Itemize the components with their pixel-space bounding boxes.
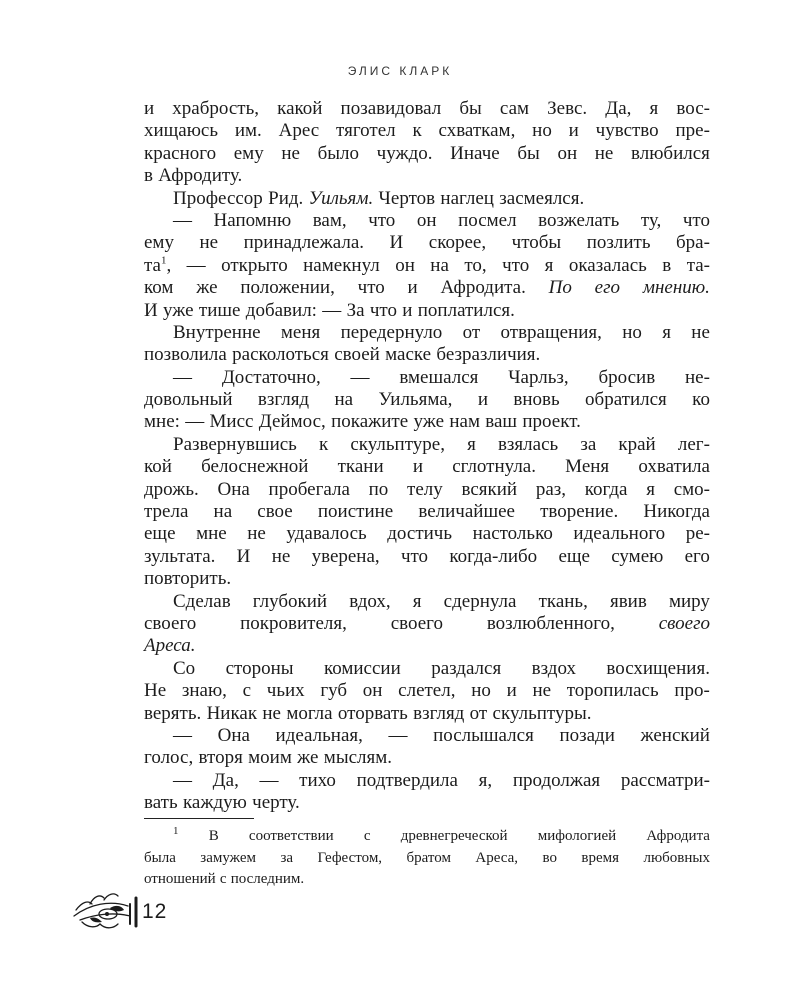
word: на [430, 254, 449, 276]
word: проект. [522, 411, 581, 433]
word: за [280, 849, 294, 866]
text-line [144, 792, 710, 814]
word: Рид. [268, 187, 304, 209]
text-line [144, 770, 710, 792]
word: возлюбленного, [486, 612, 615, 634]
word: Да, [212, 769, 239, 791]
word: отношений [144, 871, 216, 888]
word: лег- [677, 433, 710, 455]
word: не [281, 142, 300, 164]
word: расколоться [232, 344, 329, 366]
word: что [400, 545, 429, 567]
word: в [662, 254, 672, 276]
word: я [662, 321, 671, 343]
word: комиссии [323, 657, 401, 679]
word: открыто [221, 254, 288, 276]
word: восхищения. [606, 657, 710, 679]
text-line [144, 411, 710, 433]
text-line [144, 120, 710, 142]
word: сам [499, 98, 530, 119]
word: пре- [675, 120, 710, 142]
text-line [144, 568, 710, 590]
word: величайшее [418, 501, 515, 523]
word: тяготел [336, 120, 396, 142]
text-line [144, 165, 710, 187]
word: слетел, [398, 680, 456, 702]
word: была [144, 849, 176, 866]
text-line [144, 98, 710, 120]
word: сдернула [443, 590, 517, 612]
word: Профессор [173, 187, 263, 209]
word: скульптуре, [350, 433, 445, 455]
word: бы [517, 142, 540, 164]
text-line [144, 300, 710, 322]
word: своего [390, 612, 443, 634]
word: повторить. [144, 568, 232, 590]
word: храбрость, [172, 98, 260, 119]
text-line [144, 232, 710, 254]
word: позавидовал [340, 98, 442, 119]
word: что [502, 254, 530, 276]
word: смо- [673, 478, 710, 500]
word: когда [584, 478, 628, 500]
word: край [618, 433, 656, 455]
italic-word: Уильям. [308, 187, 374, 209]
word: бы [459, 98, 482, 119]
word: вновь [513, 389, 560, 411]
word: от [469, 702, 488, 724]
word: не [199, 232, 219, 254]
word: же [196, 277, 218, 299]
text-line [144, 210, 710, 232]
word: ему [144, 232, 174, 254]
word: с [363, 828, 371, 844]
word: тише [198, 299, 241, 321]
word: любовных [643, 849, 710, 866]
word: схваткам, [438, 120, 516, 142]
word: губ [320, 680, 348, 702]
word: Деймос, [258, 411, 326, 433]
word: я [544, 254, 554, 276]
word: своего [144, 612, 197, 634]
word: — [173, 724, 192, 746]
word: бросив [598, 366, 656, 388]
word: положении, [240, 277, 335, 299]
word: принадлежала. [243, 232, 365, 254]
word: ко [692, 389, 710, 411]
word: соответствии [248, 828, 334, 844]
word: ту, [640, 209, 662, 231]
word: взгляд [257, 389, 310, 411]
word: Напомню [213, 209, 292, 231]
word: позади [559, 724, 615, 746]
word: но [532, 120, 552, 142]
word: голос, [144, 747, 194, 769]
word: послышался [433, 724, 534, 746]
word: его [684, 545, 710, 567]
word: могла [286, 702, 333, 724]
word: засмеялся. [499, 187, 585, 209]
word: кой [144, 456, 172, 478]
word: Да, [605, 98, 632, 119]
word: было [317, 142, 360, 164]
word: что [369, 299, 397, 321]
word: на [334, 389, 354, 411]
footnote [144, 826, 710, 891]
text-line [144, 591, 710, 613]
word: дрожь. [144, 478, 199, 500]
word: ткани [337, 456, 384, 478]
word: не [262, 702, 281, 724]
word: влюбился [631, 142, 710, 164]
italic-word: По [548, 277, 572, 299]
word: какой [277, 98, 323, 119]
word: отвращения, [500, 321, 602, 343]
word: Афродиту. [158, 165, 243, 187]
word: продолжая [512, 769, 601, 791]
word: он [362, 680, 383, 702]
word: Иначе [450, 142, 500, 164]
word: он [395, 254, 415, 276]
word: но [622, 321, 642, 343]
word: В [208, 828, 219, 844]
word: Мисс [209, 411, 254, 433]
word: и [407, 277, 418, 299]
text-line [144, 680, 710, 702]
word: идеальная, [275, 724, 363, 746]
word: каждую [182, 792, 247, 814]
word: скульптуры. [492, 702, 592, 724]
word: вос- [676, 98, 710, 119]
word: мне: [144, 411, 180, 433]
text-line [144, 434, 710, 456]
word: удавалось [286, 523, 367, 545]
word: мифологией [537, 828, 617, 844]
word: он [416, 209, 437, 231]
word: от [462, 321, 481, 343]
word: к [412, 120, 422, 142]
word: я [412, 590, 422, 612]
word: добавил: [245, 299, 317, 321]
word: вздох [531, 657, 576, 679]
word: настолько [472, 523, 553, 545]
word: еще [558, 545, 590, 567]
word: моим [248, 747, 292, 769]
word: Она [217, 724, 250, 746]
word: знаю, [181, 680, 227, 702]
word: за [580, 433, 597, 455]
word: ваш [485, 411, 518, 433]
word: оторвать [337, 702, 408, 724]
word: к [318, 433, 329, 455]
word: покажите [331, 411, 409, 433]
word: поистине [317, 501, 394, 523]
main-text [144, 98, 710, 815]
footnote-marker: 1 [173, 825, 179, 837]
word: безразличия. [436, 344, 541, 366]
word: Афродита. [440, 277, 526, 299]
word: раз, [535, 478, 567, 500]
word: еще [144, 523, 176, 545]
word: верять. [144, 702, 202, 724]
word: во [542, 849, 557, 866]
word: Чарльз, [508, 366, 569, 388]
text-line [144, 456, 710, 478]
word: — [259, 769, 279, 791]
word: уже [163, 299, 194, 321]
word: раздался [431, 657, 502, 679]
word: передернуло [340, 321, 443, 343]
word: скорее, [428, 232, 487, 254]
word: пробегала [268, 478, 350, 500]
word: творение. [540, 501, 619, 523]
text-line [144, 848, 710, 870]
word: я [646, 478, 655, 500]
word: меня [280, 321, 321, 343]
footnote-divider [144, 818, 254, 819]
word: взгляд [413, 702, 465, 724]
word: бра- [676, 232, 710, 254]
word: Гефестом, [317, 849, 383, 866]
word: — [350, 366, 370, 388]
word: — [173, 209, 192, 231]
text-line [144, 277, 710, 299]
running-header: ЭЛИС КЛАРК [347, 64, 453, 78]
word: хищаюсь [144, 120, 219, 142]
word: ткань, [538, 590, 588, 612]
word: я, [478, 769, 493, 791]
word: ему [233, 142, 264, 164]
word: глубокий [252, 590, 328, 612]
word: не [691, 321, 710, 343]
word: древнегреческой [400, 828, 508, 844]
word: не [271, 545, 291, 567]
text-line [144, 635, 710, 657]
word: И [144, 299, 158, 321]
word: обратился [585, 389, 667, 411]
word: с [242, 680, 252, 702]
word: Со [173, 657, 196, 679]
text-line [144, 188, 710, 210]
word: мне [196, 523, 227, 545]
word: нам [449, 411, 480, 433]
word: Никак [206, 702, 258, 724]
word: покровителя, [240, 612, 347, 634]
word: что [682, 209, 710, 231]
word: ком [144, 277, 174, 299]
word: чьих [266, 680, 305, 702]
text-line [144, 523, 710, 545]
word: Развернувшись [173, 433, 297, 455]
word: ре- [685, 523, 710, 545]
word: Ареса, [475, 849, 519, 866]
word: им. [234, 120, 262, 142]
italic-word: его [594, 277, 621, 299]
word: позволила [144, 344, 227, 366]
word: вдох, [349, 590, 391, 612]
word: — [173, 366, 192, 388]
word: то, [464, 254, 487, 276]
word: достичь [387, 523, 453, 545]
word: И [389, 232, 404, 254]
text-line [144, 255, 710, 277]
word: Чертов [378, 187, 436, 209]
word: трела [144, 501, 189, 523]
text-line [144, 143, 710, 165]
word: вать [144, 792, 178, 814]
word: поплатился. [417, 299, 515, 321]
word: не [594, 142, 614, 164]
word: и [506, 680, 517, 702]
word: я [467, 433, 476, 455]
word: чуждо. [376, 142, 433, 164]
text-line [144, 367, 710, 389]
word: и [402, 299, 413, 321]
word: братом [406, 849, 451, 866]
text-line [144, 613, 710, 635]
word: охватила [638, 456, 710, 478]
word: подтвердила [356, 769, 458, 791]
text-line [144, 725, 710, 747]
word: время [581, 849, 620, 866]
word: Никогда [643, 501, 710, 523]
word: на [213, 501, 233, 523]
text-line [144, 389, 710, 411]
word: — [186, 254, 206, 276]
word: Не [144, 680, 167, 702]
text-line [144, 747, 710, 769]
word: телу [407, 478, 443, 500]
word: Меня [565, 456, 610, 478]
word: Арес [278, 120, 320, 142]
word: с [219, 871, 227, 888]
word: маске [385, 344, 432, 366]
word: по [368, 478, 389, 500]
word: когда-либо [449, 545, 538, 567]
word: вам, [312, 209, 347, 231]
page-number: 12 [142, 900, 168, 923]
text-line [144, 546, 710, 568]
word: и [568, 120, 579, 142]
word: тихо [299, 769, 336, 791]
word: позлить [586, 232, 651, 254]
text-line [144, 658, 710, 680]
word: и [412, 456, 423, 478]
word: , [166, 254, 172, 276]
laurel-ornament-icon [70, 890, 210, 930]
word: стороны [225, 657, 294, 679]
word: идеального [573, 523, 666, 545]
word: уже [413, 411, 445, 433]
word: белоснежной [201, 456, 309, 478]
word: Афродита [646, 828, 710, 844]
word: последним. [230, 871, 305, 888]
word: но [471, 680, 491, 702]
word: в [144, 165, 153, 187]
text-line [144, 703, 710, 725]
word: вторя [198, 747, 243, 769]
word: Уильяма, [378, 389, 453, 411]
word: сглотнула. [452, 456, 536, 478]
word: красного [144, 142, 217, 164]
word: Зевс. [547, 98, 588, 119]
word: наглец [440, 187, 494, 209]
word: возжелать [538, 209, 620, 231]
word: чтобы [511, 232, 562, 254]
word: — [388, 724, 408, 746]
word: черту. [252, 792, 300, 814]
word: не- [685, 366, 710, 388]
word: взялась [497, 433, 559, 455]
word: Внутренне [173, 321, 261, 343]
word: — [322, 299, 342, 321]
word: и [477, 389, 488, 411]
word: миру [668, 590, 710, 612]
word: Она [217, 478, 250, 500]
word: Достаточно, [221, 366, 321, 388]
text-line [144, 501, 710, 523]
word: всякий [461, 478, 518, 500]
text-line [144, 479, 710, 501]
word: торопилась [566, 680, 659, 702]
text-line [144, 322, 710, 344]
word: посмел [458, 209, 517, 231]
italic-word: своего [658, 612, 710, 634]
word: намекнул [303, 254, 380, 276]
word: та- [686, 254, 710, 276]
word: Сделав [173, 590, 231, 612]
word: свое [257, 501, 293, 523]
word: — [185, 411, 205, 433]
text-line [144, 869, 710, 891]
word: женский [640, 724, 710, 746]
word: довольный [144, 389, 233, 411]
word: же [297, 747, 319, 769]
text-line [144, 826, 710, 848]
word: явив [609, 590, 647, 612]
word: не [532, 680, 552, 702]
word: я [649, 98, 659, 119]
word: — [173, 769, 192, 791]
word: своей [334, 344, 380, 366]
word: и [144, 98, 155, 119]
word: не [247, 523, 266, 545]
word: чувство [595, 120, 659, 142]
word: За [346, 299, 365, 321]
word: что [357, 277, 385, 299]
word: та [144, 254, 161, 276]
word: про- [674, 680, 710, 702]
word: он [557, 142, 578, 164]
word: рассматри- [620, 769, 710, 791]
word: сумею [611, 545, 664, 567]
footnote-marker: 1 [160, 254, 167, 267]
word: зультата. [144, 545, 216, 567]
word: вмешался [399, 366, 479, 388]
word: И [236, 545, 251, 567]
word: оказалась [568, 254, 647, 276]
word: замужем [200, 849, 256, 866]
text-line [144, 344, 710, 366]
italic-word: мнению. [642, 277, 710, 299]
word: мыслям. [323, 747, 393, 769]
italic-word: Ареса. [144, 635, 196, 657]
word: уверена, [311, 545, 380, 567]
word: что [368, 209, 396, 231]
